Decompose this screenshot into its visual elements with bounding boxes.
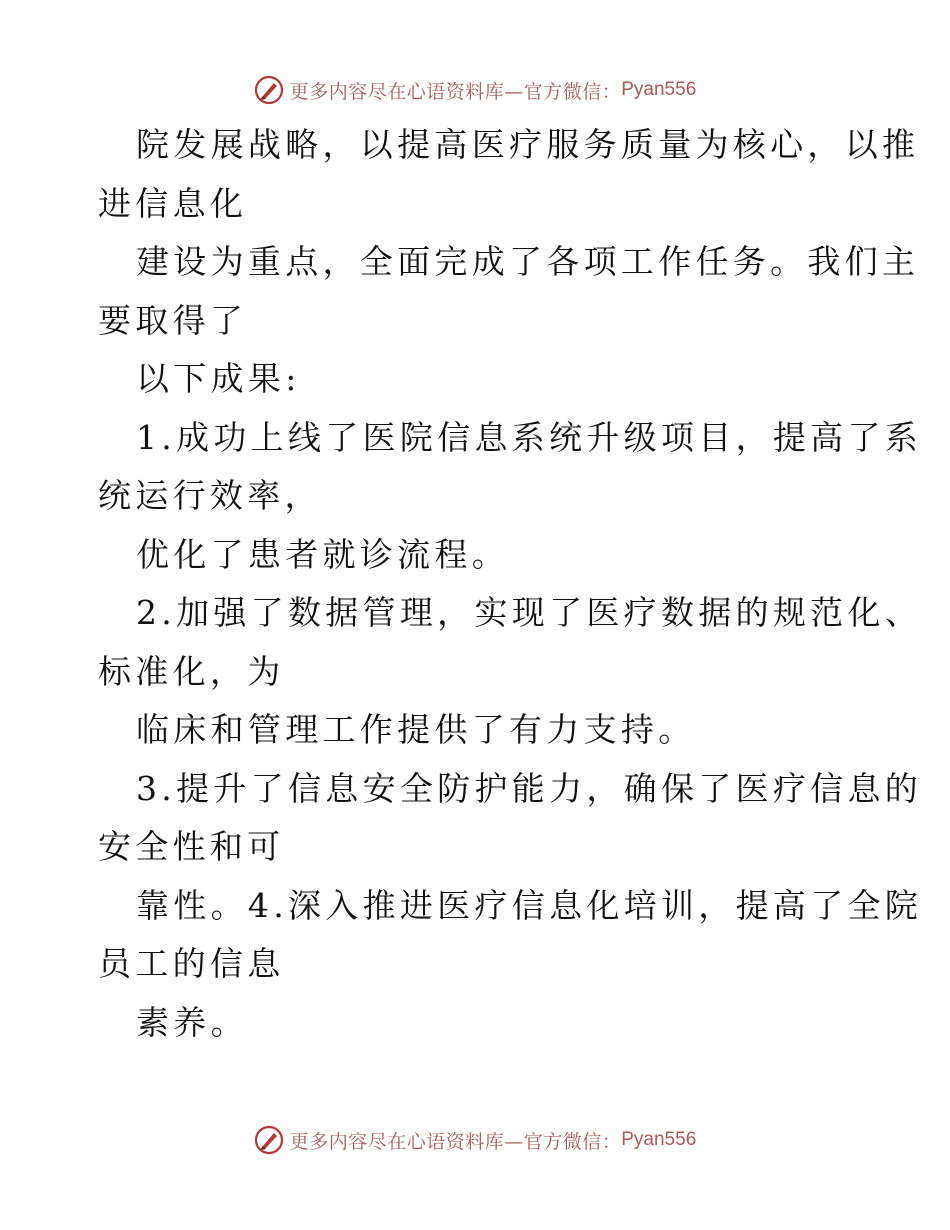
footer-wechat-id: Pyan556 — [621, 1129, 697, 1150]
paragraph-line: 要取得了 — [98, 300, 248, 340]
list-item-line: 靠性。4.深入推进医疗信息化培训，提高了全院 — [136, 885, 923, 925]
list-item-line: 1.成功上线了医院信息系统升级项目，提高了系 — [136, 417, 923, 457]
footer-banner-text: 更多内容尽在心语资料库—官方微信： — [289, 1130, 622, 1153]
list-item-line: 统运行效率， — [98, 476, 322, 515]
pen-circle-logo-icon — [254, 75, 284, 105]
footer-banner — [0, 1120, 950, 1160]
list-item-line: 员工的信息 — [98, 944, 285, 983]
list-item-line: 素养。 — [136, 1002, 248, 1042]
list-item-line: 标准化，为 — [98, 651, 285, 691]
header-banner — [0, 70, 950, 110]
paragraph-line: 建设为重点，全面完成了各项工作任务。我们主 — [136, 242, 920, 281]
paragraph-line: 院发展战略，以提高医疗服务质量为核心，以推 — [136, 125, 920, 164]
document-body — [98, 116, 923, 1052]
list-item-line: 优化了患者就诊流程。 — [136, 534, 509, 574]
paragraph-line: 进信息化 — [98, 183, 248, 223]
pen-circle-logo-icon — [254, 1125, 284, 1155]
list-item-line: 2.加强了数据管理，实现了医疗数据的规范化、 — [136, 593, 923, 632]
list-item-line: 3.提升了信息安全防护能力，确保了医疗信息的 — [136, 768, 923, 808]
header-banner-text: 更多内容尽在心语资料库—官方微信： — [289, 80, 622, 103]
header-wechat-id: Pyan556 — [621, 79, 697, 100]
list-item-line: 临床和管理工作提供了有力支持。 — [136, 710, 696, 749]
list-item-line: 安全性和可 — [98, 827, 285, 866]
paragraph-line: 以下成果: — [136, 359, 301, 398]
